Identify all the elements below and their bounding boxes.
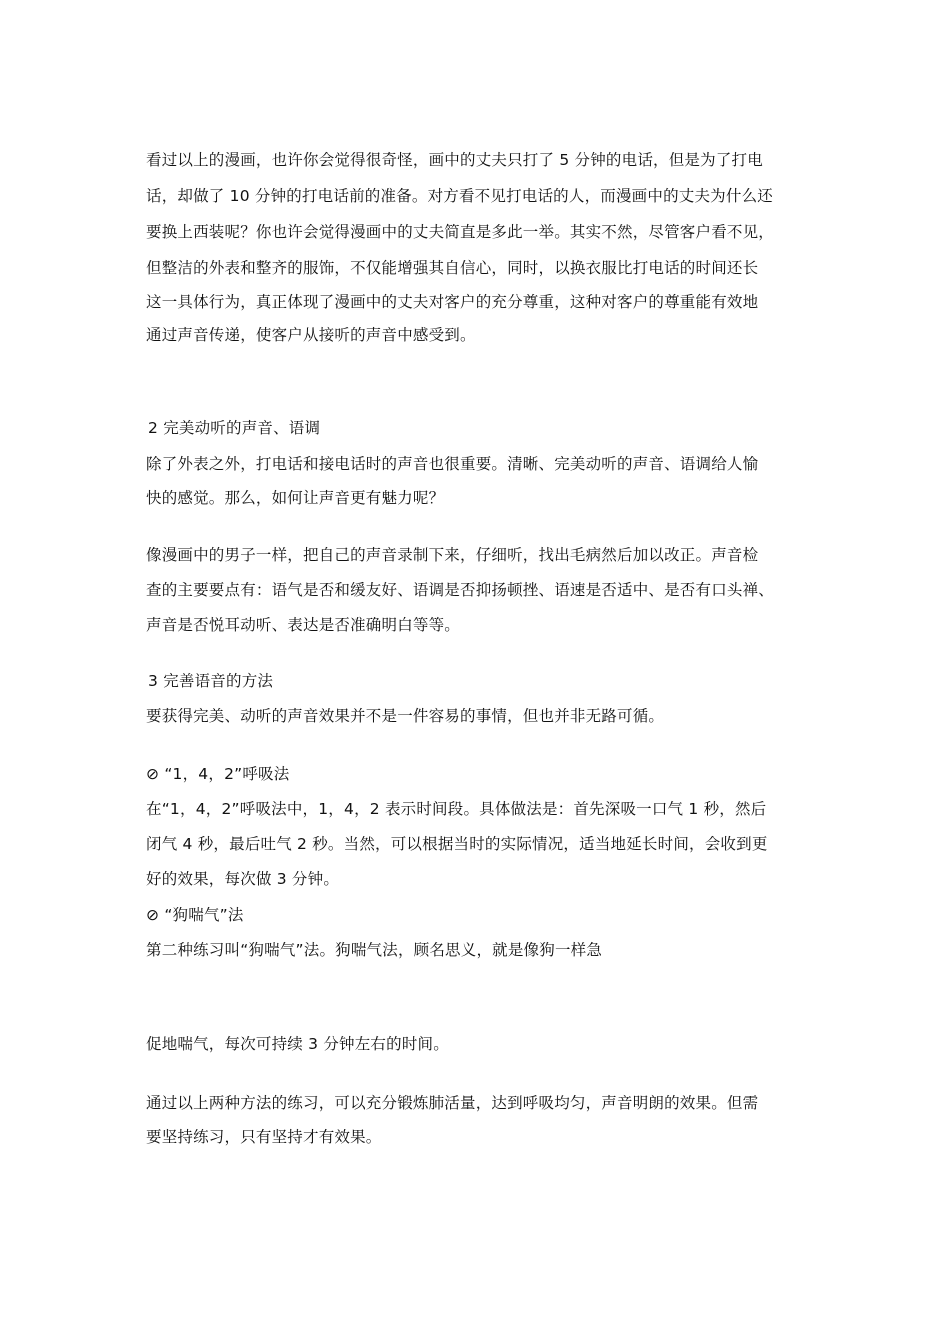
text-line: 要换上西装呢？你也许会觉得漫画中的丈夫简直是多此一举。其实不然，尽管客户看不见， xyxy=(146,223,775,241)
method-title: ⊘ “1，4，2”呼吸法 xyxy=(146,765,290,783)
text-line: 查的主要要点有：语气是否和缓友好、语调是否抑扬顿挫、语速是否适中、是否有口头禅、 xyxy=(146,581,775,599)
section-heading: 2 完美动听的声音、语调 xyxy=(148,419,321,437)
text-line: 像漫画中的男子一样，把自己的声音录制下来，仔细听，找出毛病然后加以改正。声音检 xyxy=(146,546,759,564)
text-line: 声音是否悦耳动听、表达是否准确明白等等。 xyxy=(146,616,461,634)
text-line: 话，却做了 10 分钟的打电话前的准备。对方看不见打电话的人，而漫画中的丈夫为什么还 xyxy=(146,187,773,205)
text-line: 好的效果，每次做 3 分钟。 xyxy=(146,870,340,888)
text-line: 要坚持练习，只有坚持才有效果。 xyxy=(146,1128,382,1146)
section-heading: 3 完善语音的方法 xyxy=(148,672,274,690)
text-line: 在“1，4，2”呼吸法中，1，4，2 表示时间段。具体做法是：首先深吸一口气 1 秒，然后 xyxy=(146,800,767,818)
text-line: 促地喘气，每次可持续 3 分钟左右的时间。 xyxy=(146,1035,449,1053)
text-line: 快的感觉。那么，如何让声音更有魅力呢？ xyxy=(146,489,445,507)
text-line: 这一具体行为，真正体现了漫画中的丈夫对客户的充分尊重，这种对客户的尊重能有效地 xyxy=(146,293,759,311)
text-line: 通过以上两种方法的练习，可以充分锻炼肺活量，达到呼吸均匀，声音明朗的效果。但需 xyxy=(146,1094,759,1112)
text-line: 通过声音传递，使客户从接听的声音中感受到。 xyxy=(146,326,476,344)
text-line: 看过以上的漫画，也许你会觉得很奇怪，画中的丈夫只打了 5 分钟的电话，但是为了打电 xyxy=(146,151,763,169)
method-title: ⊘ “狗喘气”法 xyxy=(146,906,244,924)
text-line: 除了外表之外，打电话和接电话时的声音也很重要。清晰、完美动听的声音、语调给人愉 xyxy=(146,455,759,473)
text-line: 但整洁的外表和整齐的服饰，不仅能增强其自信心，同时，以换衣服比打电话的时间还长 xyxy=(146,259,759,277)
text-line: 闭气 4 秒，最后吐气 2 秒。当然，可以根据当时的实际情况，适当地延长时间，会收到更 xyxy=(146,835,768,853)
text-line: 第二种练习叫“狗喘气”法。狗喘气法，顾名思义，就是像狗一样急 xyxy=(146,941,603,959)
text-line: 要获得完美、动听的声音效果并不是一件容易的事情，但也并非无路可循。 xyxy=(146,707,665,725)
